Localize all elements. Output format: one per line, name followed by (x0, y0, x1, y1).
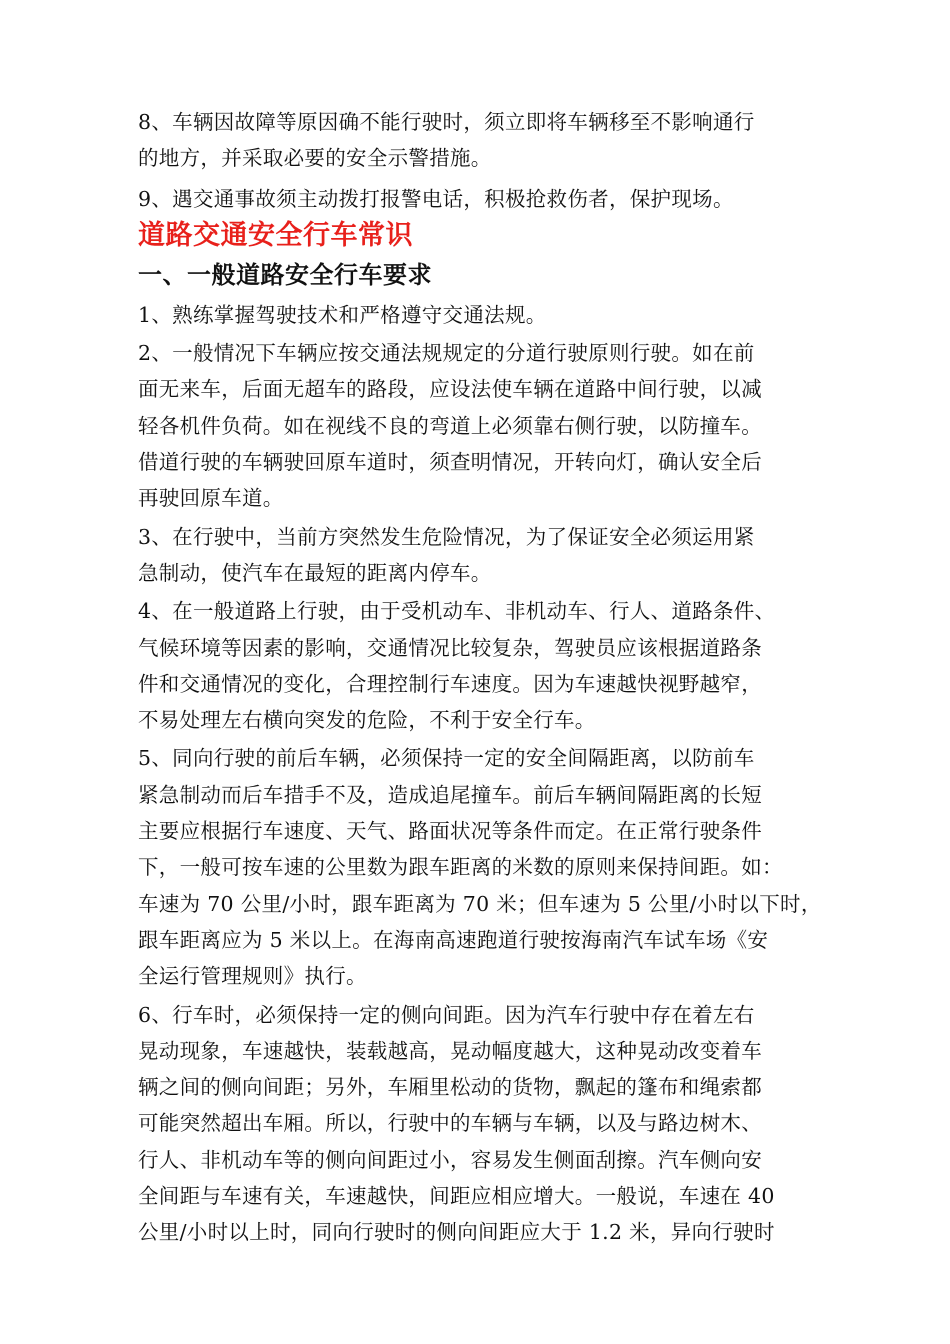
text-line: 行人、非机动车等的侧向间距过小，容易发生侧面刮擦。汽车侧向安 (138, 1147, 762, 1172)
text-line: 车速为 70 公里/小时，跟车距离为 70 米；但车速为 5 公里/小时以下时， (138, 891, 822, 916)
section-title: 道路交通安全行车常识 (138, 219, 413, 251)
text-line: 的地方，并采取必要的安全示警措施。 (138, 146, 492, 171)
text-line: 紧急制动而后车措手不及，造成追尾撞车。前后车辆间隔距离的长短 (138, 782, 762, 807)
text-line: 面无来车，后面无超车的路段，应设法使车辆在道路中间行驶，以减 (138, 377, 762, 402)
paragraph-2 (138, 335, 833, 516)
text-line: 不易处理左右横向突发的危险，不利于安全行车。 (138, 708, 596, 733)
text-line: 跟车距离应为 5 米以上。在海南高速跑道行驶按海南汽车试车场《安 (138, 927, 769, 952)
text-line: 全运行管理规则》执行。 (138, 964, 367, 989)
text-line: 3、在行驶中，当前方突然发生危险情况，为了保证安全必须运用紧 (138, 524, 755, 549)
text-line: 9、遇交通事故须主动拨打报警电话，积极抢救伤者，保护现场。 (138, 186, 734, 211)
item-8-paragraph (138, 104, 833, 177)
text-line: 急制动，使汽车在最短的距离内停车。 (138, 560, 492, 585)
text-line: 晃动现象，车速越快，装载越高，晃动幅度越大，这种晃动改变着车 (138, 1038, 762, 1063)
text-line: 件和交通情况的变化，合理控制行车速度。因为车速越快视野越窄， (138, 671, 762, 696)
text-line: 6、行车时，必须保持一定的侧向间距。因为汽车行驶中存在着左右 (138, 1002, 755, 1027)
item-9-paragraph (138, 181, 833, 217)
text-line: 下，一般可按车速的公里数为跟车距离的米数的原则来保持间距。如： (138, 855, 783, 880)
text-line: 公里/小时以上时，同向行驶时的侧向间距应大于 1.2 米，异向行驶时 (138, 1220, 775, 1245)
text-line: 可能突然超出车厢。所以，行驶中的车辆与车辆，以及与路边树木、 (138, 1111, 762, 1136)
paragraph-4 (138, 593, 833, 738)
text-line: 气候环境等因素的影响，交通情况比较复杂，驾驶员应该根据道路条 (138, 635, 762, 660)
text-line: 借道行驶的车辆驶回原车道时，须查明情况，开转向灯，确认安全后 (138, 450, 762, 475)
paragraph-5 (138, 740, 833, 994)
text-line: 8、车辆因故障等原因确不能行驶时，须立即将车辆移至不影响通行 (138, 110, 755, 134)
subsection-title: 一、一般道路安全行车要求 (138, 259, 432, 289)
paragraph-3 (138, 519, 833, 592)
text-line: 4、在一般道路上行驶，由于受机动车、非机动车、行人、道路条件、 (138, 599, 776, 624)
text-line: 全间距与车速有关，车速越快，间距应相应增大。一般说，车速在 40 (138, 1184, 775, 1209)
text-line: 主要应根据行车速度、天气、路面状况等条件而定。在正常行驶条件 (138, 819, 762, 844)
document-page (138, 104, 833, 1251)
text-line: 轻各机件负荷。如在视线不良的弯道上必须靠右侧行驶，以防撞车。 (138, 413, 762, 438)
text-line: 5、同向行驶的前后车辆，必须保持一定的安全间隔距离，以防前车 (138, 746, 755, 771)
text-line: 1、熟练掌握驾驶技术和严格遵守交通法规。 (138, 302, 547, 327)
text-line: 辆之间的侧向间距；另外，车厢里松动的货物，飘起的篷布和绳索都 (138, 1075, 762, 1100)
paragraph-1 (138, 297, 833, 333)
paragraph-6 (138, 997, 833, 1251)
text-line: 再驶回原车道。 (138, 486, 284, 511)
text-line: 2、一般情况下车辆应按交通法规规定的分道行驶原则行驶。如在前 (138, 341, 755, 366)
